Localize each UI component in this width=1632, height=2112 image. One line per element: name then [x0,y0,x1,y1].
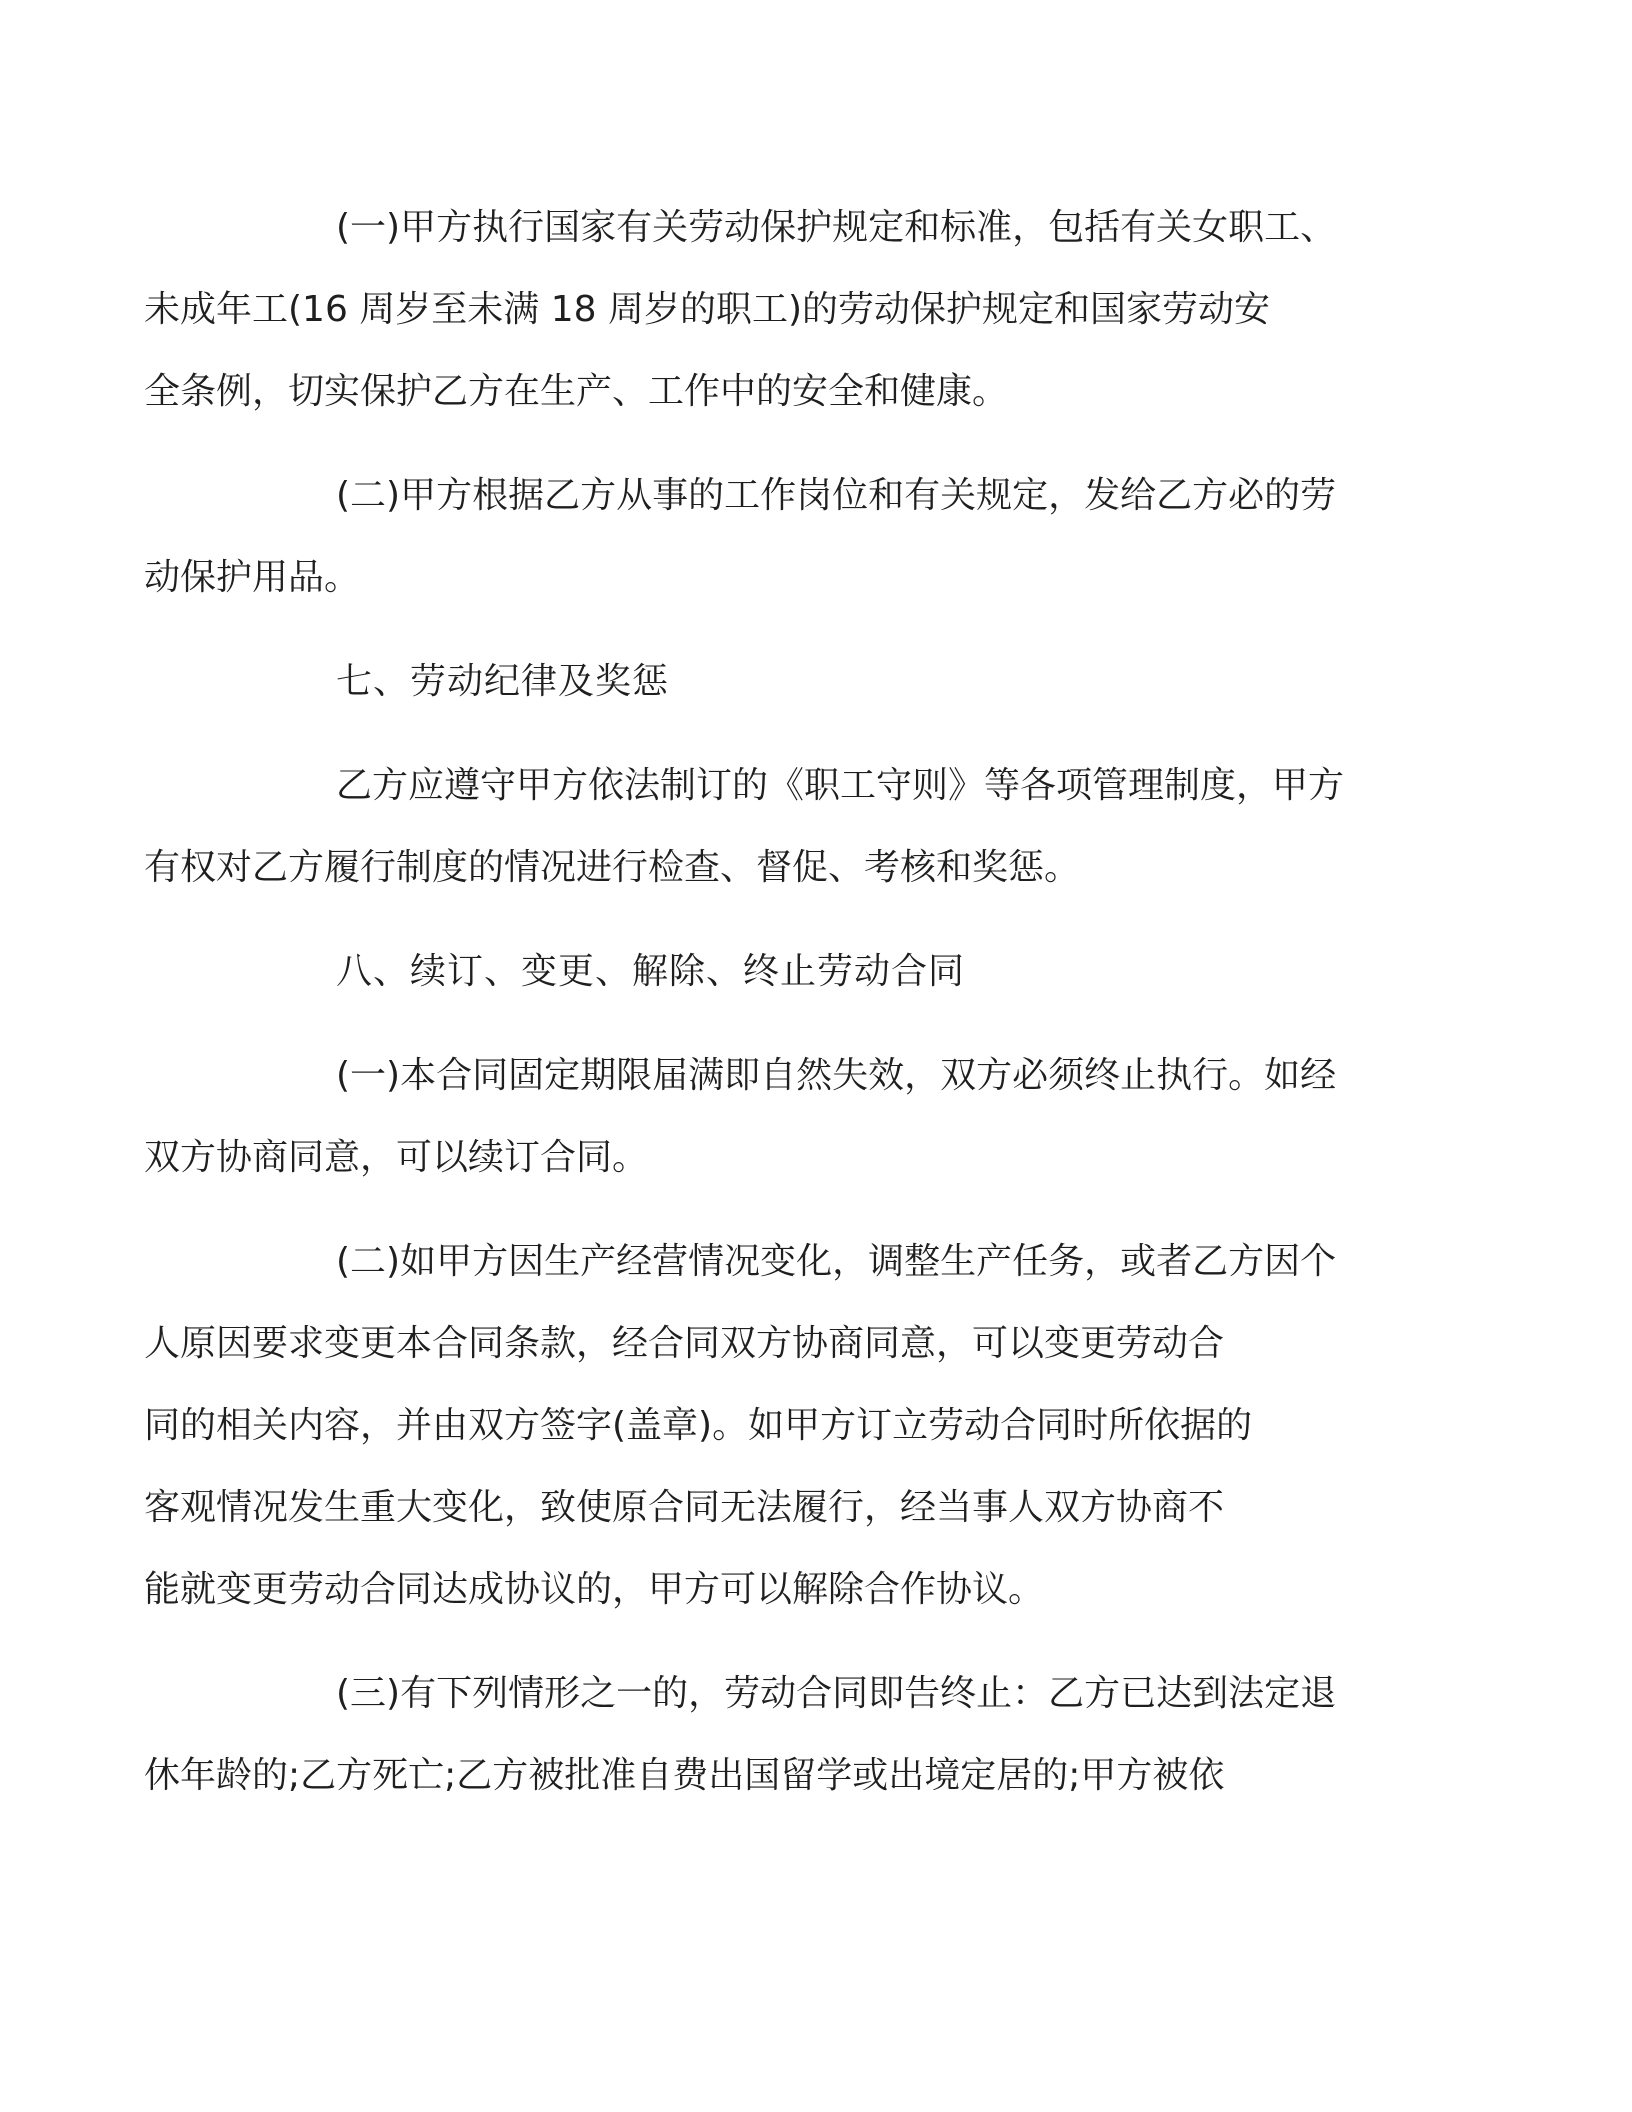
paragraph-contract-termination [144,1653,1392,1817]
heading-text: 八、续订、变更、解除、终止劳动合同 [336,951,966,992]
document-body [144,187,1392,1839]
text-line: 人原因要求变更本合同条款，经合同双方协商同意，可以变更劳动合 [144,1323,1225,1364]
text-line: 能就变更劳动合同达成协议的，甲方可以解除合作协议。 [144,1569,1045,1610]
text-line: 客观情况发生重大变化，致使原合同无法履行，经当事人双方协商不 [144,1487,1225,1528]
text-line: 同的相关内容，并由双方签字(盖章)。如甲方订立劳动合同时所依据的 [144,1405,1253,1446]
text-line: (一)甲方执行国家有关劳动保护规定和标准，包括有关女职工、 [336,207,1337,248]
section-heading-contract-changes [240,931,1392,1013]
text-line: 休年龄的;乙方死亡;乙方被批准自费出国留学或出境定居的;甲方被依 [144,1755,1225,1796]
text-line: (二)甲方根据乙方从事的工作岗位和有关规定，发给乙方必的劳 [336,475,1337,516]
text-line: (一)本合同固定期限届满即自然失效，双方必须终止执行。如经 [336,1055,1337,1096]
paragraph-contract-expiry [144,1035,1392,1199]
text-line: (二)如甲方因生产经营情况变化，调整生产任务，或者乙方因个 [336,1241,1337,1282]
text-line: 双方协商同意，可以续订合同。 [144,1137,649,1178]
text-line: 全条例，切实保护乙方在生产、工作中的安全和健康。 [144,371,1009,412]
paragraph-labor-protection-1 [144,187,1392,433]
text-line: (三)有下列情形之一的，劳动合同即告终止：乙方已达到法定退 [336,1673,1337,1714]
text-line: 乙方应遵守甲方依法制订的《职工守则》等各项管理制度，甲方 [336,765,1345,806]
text-line: 未成年工(16 周岁至未满 18 周岁的职工)的劳动保护规定和国家劳动安 [144,289,1271,330]
paragraph-discipline [144,745,1392,909]
text-line: 有权对乙方履行制度的情况进行检查、督促、考核和奖惩。 [144,847,1081,888]
section-heading-discipline [240,641,1392,723]
paragraph-labor-protection-2 [144,455,1392,619]
text-line: 动保护用品。 [144,557,361,598]
heading-text: 七、劳动纪律及奖惩 [336,661,670,702]
paragraph-contract-modification [144,1221,1392,1631]
